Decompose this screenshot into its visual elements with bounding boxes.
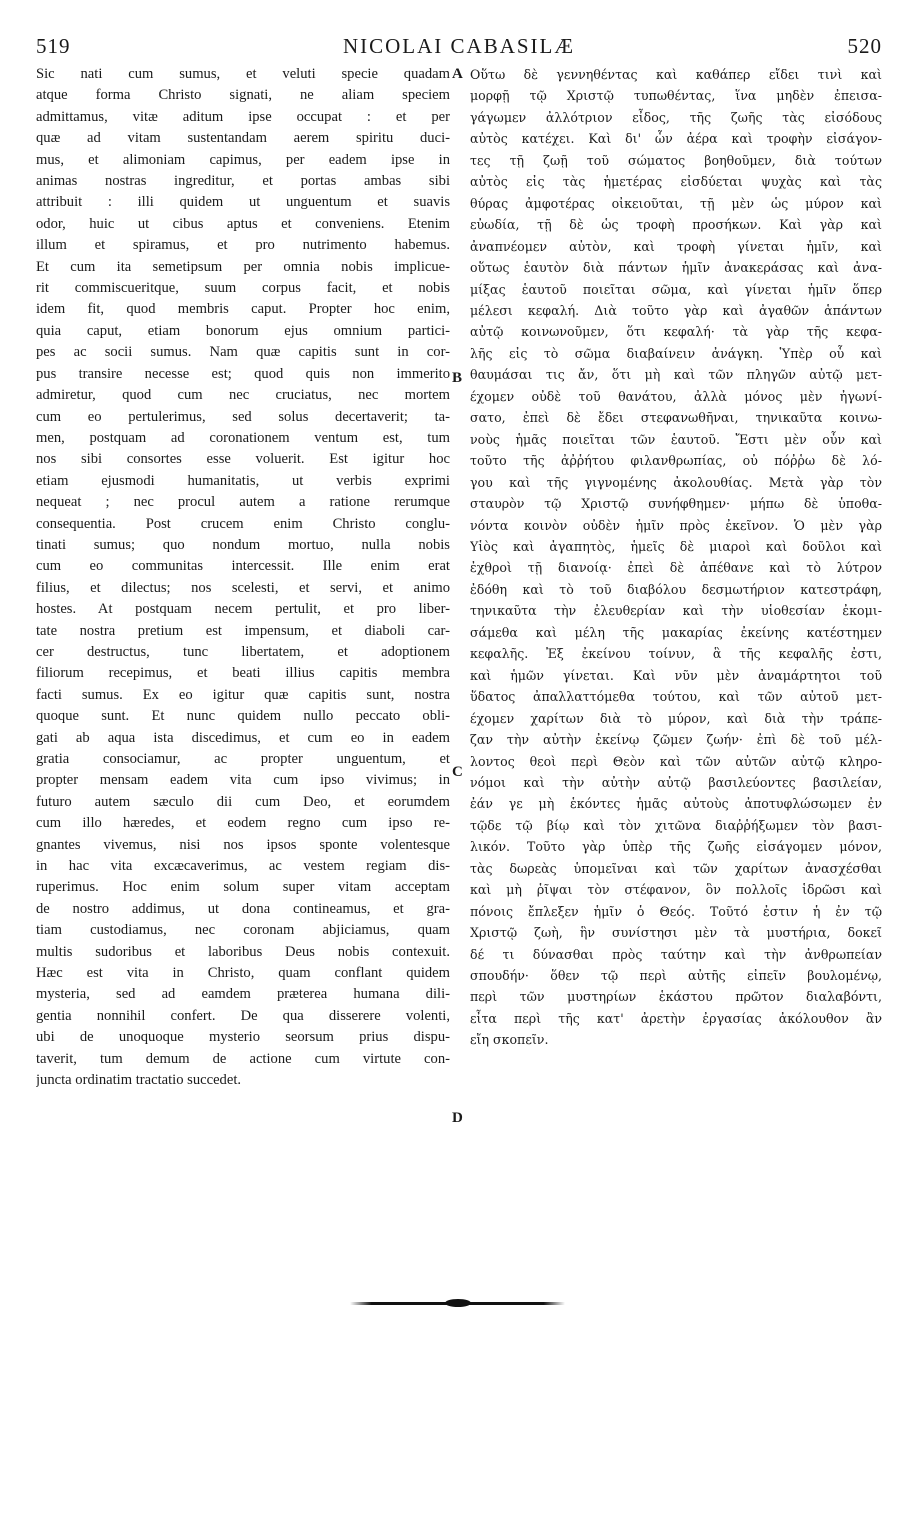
latin-text-line: Et cum ita semetipsum per omnia nobis implicue-: [36, 258, 450, 275]
latin-text-line: tiam custodiamus, nec coronam abjiciamus, quam: [36, 922, 450, 939]
page-header: [36, 34, 882, 62]
section-marker-d: D: [452, 1110, 463, 1126]
page-number-right: 520: [847, 34, 882, 58]
latin-text-line: nequeat ; nec procul autem a ratione rerumque: [36, 494, 450, 511]
latin-text-line: hostes. At postquam necem pertulit, et pro liber-: [36, 601, 450, 618]
latin-text-line: mus, et alimoniam capimus, per eadem ipse in: [36, 151, 450, 168]
greek-text-line: λικόν. Τοῦτο γὰρ ὑπὲρ τῆς ζωῆς εἰσάγομεν μόνον,: [470, 839, 882, 855]
greek-text-line: νόμοι καὶ τὴν αὐτὴν αὐτῷ βασιλεύοντες βασιλείαν,: [470, 774, 882, 790]
greek-text-line: λῆς εἰς τὸ σῶμα διαβαίνειν ἀνάγκη. Ὑπὲρ οὗ καὶ: [470, 345, 882, 361]
greek-text-line: λοντος θεοὶ περὶ Θεὸν καὶ τῶν αὐτῶν αὐτῷ κληρο-: [470, 753, 882, 769]
latin-text-line: facti sumus. Ex eo igitur quæ capitis sunt, nostra: [36, 686, 450, 703]
latin-column: [36, 64, 450, 1514]
greek-text-line: αὐτὸς κατέχει. Καὶ δι' ὧν ἀέρα καὶ τροφὴν εἰσάγον-: [470, 131, 882, 147]
latin-text-line: ruperimus. Hoc enim solum super vitam acceptam: [36, 879, 450, 896]
latin-text-line: filiorum recepimus, et beati illius capitis membra: [36, 665, 450, 682]
greek-text-line: τηνικαῦτα τὴν ἐλευθερίαν καὶ τὴν υἱοθεσίαν ἐκομι-: [470, 603, 882, 619]
greek-text-line: αὐτῷ κοινωνοῦμεν, ὅτι κεφαλή· τὰ γὰρ τῆς κεφα-: [470, 324, 882, 340]
greek-text-line: Υἱὸς καὶ ἀγαπητὸς, ἡμεῖς δὲ μιαροὶ καὶ δοῦλοι καὶ: [470, 538, 882, 554]
greek-text-line: ζαν τὴν αὐτὴν ἐκείνῳ ζῶμεν ζωήν· ἐπὶ δὲ τοῦ μέλ-: [470, 732, 882, 748]
running-title: NICOLAI CABASILÆ: [342, 34, 576, 58]
latin-text-line: taverit, tum demum de actione cum virtute con-: [36, 1050, 450, 1067]
section-marker-b: B: [452, 370, 463, 386]
greek-text-line: μίξας ἑαυτοῦ ποιεῖται σῶμα, καὶ γίνεται ἡμῖν ὅπερ: [470, 281, 882, 297]
section-marker-c: C: [452, 764, 463, 780]
latin-text-line: juncta ordinatim tractatio succedet.: [36, 1072, 242, 1089]
latin-text-line: cer destructus, tunc libertatem, et adoptionem: [36, 643, 450, 660]
latin-text-line: mysteria, sed ad eamdem præterea humana dili-: [36, 986, 450, 1003]
latin-text-line: quoque sunt. Et nunc quidem nullo peccato obli-: [36, 708, 450, 725]
latin-text-line: Sic nati cum sumus, et veluti specie quadam: [36, 66, 450, 82]
latin-text-line: filius, et dilectus; nos scelesti, et servi, et animo: [36, 579, 450, 596]
greek-text-line: μορφῇ τῷ Χριστῷ τυπωθέντας, ἵνα μηδὲν ἐπεισα-: [470, 88, 882, 104]
latin-text-line: pes ac socii sumus. Nam quæ capitis sunt in cor-: [36, 344, 450, 361]
latin-text-line: idem fit, quod membris caput. Propter hoc enim,: [36, 301, 450, 318]
latin-text-line: ubi de unoquoque mysterio seorsum prius dispu-: [36, 1029, 450, 1046]
greek-text-line: τὰς δωρεὰς ὑπομεῖναι καὶ τῶν χαρίτων ἀνασχέσθαι: [470, 860, 882, 876]
greek-text-line: σπουδήν· ὅθεν τῷ περὶ αὐτῆς εἰπεῖν βουλομένῳ,: [470, 968, 882, 984]
greek-text-line: τῷδε τῷ βίῳ καὶ τὸν χιτῶνα διαῤῥήξωμεν τὸν βασι-: [470, 817, 882, 833]
latin-text-line: men, postquam ad coronationem ventum est, tum: [36, 429, 450, 446]
greek-text-line: ὕδατος ἀπαλλαττόμεθα τούτου, καὶ τῶν αὐτοῦ μετ-: [470, 689, 882, 705]
latin-text-line: multis sudoribus et laboribus Deus nobis contexuit.: [36, 943, 450, 960]
latin-text-line: etiam ejusmodi humanitatis, ut verbis exprimi: [36, 472, 450, 489]
greek-text-line: σατο, ἐπεὶ δὲ ἔδει στεφανωθῆναι, τηνικαῦτα κοινω-: [470, 410, 882, 426]
latin-text-line: consequentia. Post crucem enim Christo conglu-: [36, 515, 450, 532]
section-marker-a: A: [452, 66, 463, 82]
latin-text-line: animas nostras ingreditur, et portas ambas sibi: [36, 173, 450, 190]
greek-column: [470, 64, 882, 1514]
latin-text-line: cum eo communitas intercessit. Ille enim erat: [36, 558, 450, 575]
latin-text-line: propter mensam eadem vita cum ipso vivimus; in: [36, 772, 450, 789]
greek-text-line: καὶ μὴ ῥῖψαι τὸν στέφανον, ὃν πολλοῖς ἱδρῶσι καὶ: [470, 882, 882, 898]
greek-text-line: τοῦτο τῆς ἀῤῥήτου φιλανθρωπίας, οὐ πόῤῥω δὲ λό-: [470, 453, 882, 469]
greek-text-line: θύρας ἀμφοτέρας οἰκειοῦται, τῇ μὲν ὡς μύρον καὶ: [470, 195, 882, 211]
greek-text-line: καὶ ἡμῶν γίνεται. Καὶ νῦν μὲν ἀναμάρτητοι τοῦ: [470, 667, 882, 683]
latin-text-line: tinati sumus; quo nondum mortuo, nulla nobis: [36, 536, 450, 553]
latin-text-line: de nostro addimus, ut dona contineamus, et gra-: [36, 900, 450, 917]
greek-text-line: αὐτὸς εἰς τὰς ἡμετέρας εἰσδύεται ψυχὰς καὶ τὰς: [470, 174, 882, 190]
greek-text-line: θαυμάσαι τις ἄν, ὅτι μὴ καὶ τῶν πληγῶν αὐτῷ μετ-: [470, 367, 882, 383]
latin-text-line: attribuit : illi quidem ut unguentum et suavis: [36, 194, 450, 211]
latin-text-line: tate nostra pretium est impensum, et diaboli car-: [36, 622, 450, 639]
ornamental-rule-center: [445, 1299, 471, 1307]
greek-text-line: εἴη σκοπεῖν.: [470, 1032, 549, 1048]
greek-text-line: κεφαλῆς. Ἐξ ἐκείνου τοίνυν, ἃ τῆς κεφαλῆς ἐστι,: [470, 646, 882, 662]
latin-text-line: rit commiscueritque, suum corpus facit, et nobis: [36, 280, 450, 297]
latin-text-line: gratia consociamur, ac propter unguentum, et: [36, 751, 450, 767]
latin-text-line: cum illo hæredes, et eodem regno cum ipso re-: [36, 815, 450, 832]
greek-text-line: ἀναπνέομεν αὐτὸν, καὶ τροφὴ γίνεται ἡμῖν, καὶ: [470, 238, 882, 254]
greek-text-line: ἐχθροὶ τῇ διανοίᾳ· ἐπεὶ δὲ ἀπέθανε καὶ τὸ λύτρον: [470, 560, 882, 576]
greek-text-line: οὕτως ἑαυτὸν διὰ πάντων ἡμῖν ἀνακεράσας καὶ ἀνα-: [470, 260, 882, 276]
greek-text-line: εἶτα περὶ τῆς κατ' ἀρετὴν ἐργασίας ἀκόλουθον ἂν: [470, 1010, 882, 1026]
latin-text-line: gati ab aqua ista discedimus, et cum eo in eadem: [36, 729, 450, 746]
latin-text-line: Hæc est vita in Christo, quam conflant quidem: [36, 965, 450, 982]
latin-text-line: gnantes vivemus, nisi nos ipsos sponte volentesque: [36, 836, 450, 853]
latin-text-line: futuro autem sæculo dii cum Deo, et eorumdem: [36, 793, 450, 810]
greek-text-line: μέλεσι κεφαλή. Διὰ τοῦτο γὰρ καὶ ἀγαθῶν ἁπάντων: [470, 302, 882, 318]
latin-text-line: odor, huic ut cibus aptus et conveniens. Etenim: [36, 215, 450, 232]
greek-text-line: πόνοις ἔπλεξεν ἡμῖν ὁ Θεός. Τοῦτό ἐστιν ἡ ἐν τῷ: [470, 903, 882, 919]
greek-text-line: εὐωδία, τῇ δὲ ὡς τροφὴ προσήκων. Καὶ γὰρ καὶ: [470, 217, 882, 233]
latin-text-line: cum eo pertulerimus, sed solus decertaverit; ta-: [36, 408, 450, 425]
greek-text-line: Χριστῷ ζωὴ, ἣν συνίστησι μὲν τὰ μυστήρια, δοκεῖ: [470, 925, 882, 941]
greek-text-line: έχομεν οὐδὲ τοῦ θανάτου, ἀλλὰ μόνος μὲν ἠγωνί-: [470, 388, 882, 404]
latin-text-line: quæ ad vitam sustentandam aerem spiritu duci-: [36, 130, 450, 147]
latin-text-line: atque forma Christo signati, ne aliam speciem: [36, 87, 450, 104]
greek-text-line: σταυρὸν τῷ Χριστῷ συνήφθημεν· μήπω δὲ ὑποθα-: [470, 496, 882, 512]
greek-text-line: ἐδόθη καὶ τὸ τοῦ διαβόλου δεσμωτήριον κατεστράφη,: [470, 581, 882, 597]
greek-text-line: έχομεν χαρίτων διὰ τὸ μύρον, καὶ διὰ τὴν τράπε-: [470, 710, 882, 726]
greek-text-line: δέ τι δύνασθαι πρὸς ταύτην καὶ τὴν ἀνθρωπείαν: [470, 946, 882, 962]
greek-text-line: γάγωμεν ἀλλότριον εἶδος, τῆς ζωῆς τὰς εἰσόδους: [470, 109, 882, 125]
latin-text-line: admiretur, quod cum nec cruciatus, nec mortem: [36, 387, 450, 404]
latin-text-line: quia caput, etiam bonorum ejus omnium partici-: [36, 322, 450, 339]
greek-text-line: τες τῇ ζωῇ τοῦ σώματος βοηθοῦμεν, διὰ τούτων: [470, 152, 882, 168]
latin-text-line: nos sibi consortes esse voluerit. Est igitur hoc: [36, 451, 450, 468]
page-number-left: 519: [36, 34, 71, 58]
latin-text-line: gentia nonnihil confert. De qua disserere volenti,: [36, 1007, 450, 1024]
greek-text-line: γου καὶ τῆς γιγνομένης ἀκολουθίας. Μετὰ γὰρ τὸν: [470, 474, 882, 490]
latin-text-line: pus transire necesse est; quod quis non immerito: [36, 365, 450, 382]
greek-text-line: Οὕτω δὲ γεννηθέντας καὶ καθάπερ εἴδει τινὶ καὶ: [470, 67, 882, 82]
greek-text-line: νόντα κοινὸν οὐδὲν ἡμῖν πρὸς ἐκεῖνον. Ὁ μὲν γὰρ: [470, 517, 882, 533]
latin-text-line: illum et spiramus, et pro nutrimento habemus.: [36, 237, 450, 254]
latin-text-line: admittamus, vitæ aditum ipse occupat : et per: [36, 108, 450, 125]
greek-text-line: σάμεθα καὶ μέλη τῆς μακαρίας ἐκείνης κατέστημεν: [470, 624, 882, 640]
greek-text-line: ἐάν γε μὴ ἑκόντες ἡμᾶς αὐτοὺς ἀποτυφλώσωμεν ἐν: [470, 796, 882, 812]
greek-text-line: περὶ τῶν μυστηρίων ἑκάστου πρῶτον διαλαβόντι,: [470, 989, 882, 1005]
latin-text-line: in hac vita excæcaverimus, ac vestem regiam dis-: [36, 858, 450, 875]
greek-text-line: νοὺς ἡμᾶς ποιεῖται τῶν ἑαυτοῦ. Ἔστι μὲν οὖν καὶ: [470, 431, 882, 447]
